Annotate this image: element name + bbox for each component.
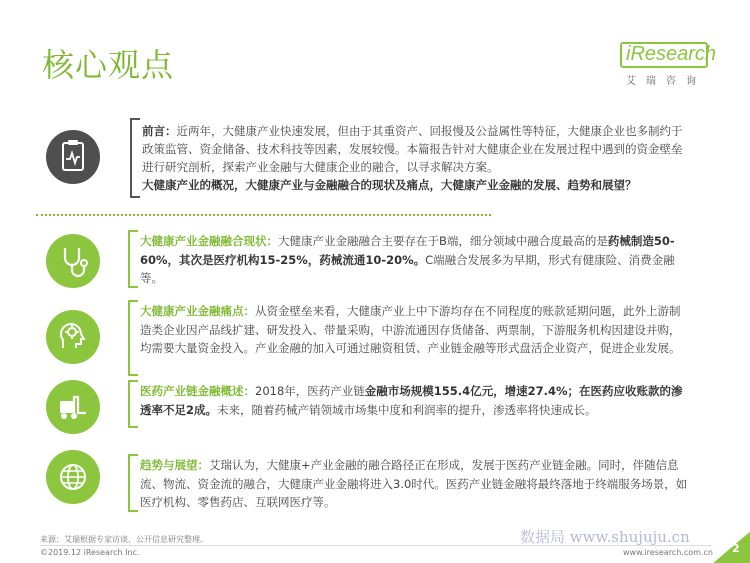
item-body: 从资金壁垒来看，大健康产业上中下游均存在不同程度的账款延期问题，此外上游制造类企业因产品线扩建、研发投入、带量采购，中游流通因存货储备、两票制，下游服务机构因建设并购，均需要大量资金投入。产业金融的加入可通过融资租赁、产业链金融等形式盘活企业资产，促进企业发展。 <box>140 304 681 355</box>
forklift-icon <box>46 380 100 434</box>
dotted-divider <box>36 214 491 216</box>
item-body: 大健康产业金融融合主要存在于B端，细分领域中融合度最高的是 <box>278 234 608 248</box>
clipboard-chart-icon <box>46 130 100 184</box>
item-text <box>140 302 688 358</box>
intro-bracket <box>130 118 140 198</box>
source-note: 来源：艾瑞根据专家访谈、公开信息研究整理。 <box>40 535 208 544</box>
item-bracket <box>128 300 138 376</box>
item-bracket <box>128 380 138 428</box>
intro-paragraph <box>142 122 687 194</box>
page-title: 核心观点 <box>42 46 175 84</box>
website-link[interactable]: www.iresearch.com.cn <box>623 548 713 557</box>
item-body-tail: 未来，随着药械产销领域市场集中度和利润率的提升，渗透率将快速成长。 <box>217 402 597 417</box>
item-text <box>140 456 688 512</box>
intro-question: 大健康产业的概况，大健康产业与金融融合的现状及痛点，大健康产业金融的发展、趋势和展望？ <box>142 178 637 192</box>
brain-gear-icon <box>46 310 100 364</box>
logo-name: iResearch <box>626 43 717 65</box>
intro-label: 前言： <box>142 124 177 138</box>
item-text <box>140 382 688 419</box>
globe-icon <box>46 450 100 504</box>
item-bold: 药械制造50-60%，其次是医疗机构15-25%，药械流通10-20%。 <box>140 234 675 267</box>
item-body: 艾瑞认为，大健康+产业金融的融合路径正在形成，发展于医药产业链金融。同时，伴随信息流、物流、资金流的融合，大健康产业金融将进入3.0时代。医药产业链金融将最终落地于终端服务场景，如医疗机构、零售药店、互联网医疗等。 <box>140 458 688 509</box>
item-bracket <box>128 454 138 512</box>
item-body-tail: C端融合发展多为早期，形式有健康险、消费金融等。 <box>140 252 675 285</box>
watermark: 数据局 www.shujuju.cn <box>520 528 690 546</box>
item-heading: 大健康产业金融融合现状： <box>140 234 278 248</box>
intro-body: 近两年，大健康产业快速发展，但由于其重资产、回报慢及公益属性等特征，大健康企业也多制约于政策监管、资金储备、技术科技等因素，发展较慢。本篇报告针对大健康企业在发展过程中遇到的资金壁垒进行研究剖析，探索产业金融与大健康企业的融合，以寻求解决方案。 <box>142 124 683 174</box>
copyright: ©2019.12 iResearch Inc. <box>40 548 140 557</box>
logo-subtitle: 艾瑞咨询 <box>626 76 706 87</box>
item-text <box>140 232 688 288</box>
iresearch-logo <box>620 42 730 92</box>
item-heading: 大健康产业金融痛点： <box>140 304 255 318</box>
item-bracket <box>128 230 138 288</box>
item-bold: 金融市场规模155.4亿元，增速27.4%；在医药应收账款的渗透率不足2成。 <box>140 384 683 417</box>
item-body: 2018年，医药产业链 <box>255 384 365 398</box>
page-number: 2 <box>732 542 740 555</box>
page-corner-shape <box>712 530 750 563</box>
item-heading: 趋势与展望： <box>140 458 209 472</box>
stethoscope-icon <box>46 234 100 288</box>
item-heading: 医药产业链金融概述： <box>140 384 255 398</box>
